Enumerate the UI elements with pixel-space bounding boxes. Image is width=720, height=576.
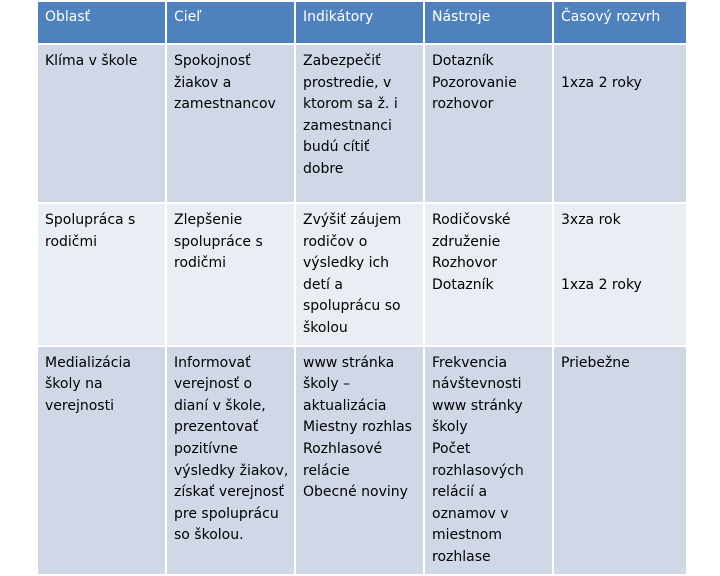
cell-line: žiakov a <box>174 74 232 91</box>
table-row <box>37 346 687 575</box>
cell-line: www stránky <box>432 397 523 414</box>
cell-line: Miestny rozhlas <box>303 419 412 436</box>
cell-line: prostredie, v <box>303 74 392 91</box>
cell-line: Medializácia <box>45 354 131 371</box>
header-indicators: Indikátory <box>295 1 424 44</box>
cell-line: výsledky ich <box>303 255 390 272</box>
cell-line: Zabezpečiť <box>303 53 381 69</box>
cell-line: Rozhlasové <box>303 440 383 457</box>
cell-goal <box>166 44 295 203</box>
cell-line: dianí v škole, <box>174 397 266 414</box>
cell-line: získať verejnosť <box>174 484 284 501</box>
cell-line: 3xza rok <box>561 212 621 228</box>
cell-schedule <box>553 346 687 575</box>
cell-line: rodičov o <box>303 233 368 250</box>
cell-line: verejnosť o <box>174 376 253 393</box>
plan-table <box>36 0 688 576</box>
cell-line: ktorom sa ž. i <box>303 96 398 113</box>
cell-goal <box>166 203 295 346</box>
cell-line: pre spoluprácu <box>174 505 279 522</box>
cell-line: Dotazník <box>432 276 494 293</box>
cell-line: Rozhovor <box>432 255 498 272</box>
spacer <box>561 232 680 275</box>
header-tools: Nástroje <box>424 1 553 44</box>
cell-line: Informovať <box>174 354 251 371</box>
cell-line: školou <box>303 319 348 336</box>
cell-line: relácií a <box>432 484 488 501</box>
cell-line: prezentovať <box>174 419 259 436</box>
cell-line: relácie <box>303 462 350 479</box>
cell-line: združenie <box>432 233 501 250</box>
cell-line: Obecné noviny <box>303 484 408 501</box>
cell-line: rozhovor <box>432 96 494 113</box>
cell-line: Spolupráca s <box>45 212 136 228</box>
cell-line: detí a <box>303 276 343 293</box>
cell-line: miestnom <box>432 527 502 544</box>
cell-line: Počet <box>432 440 471 457</box>
cell-line: budú cítiť <box>303 139 370 156</box>
cell-line: Pozorovanie <box>432 74 517 91</box>
cell-line: spoluprácu so <box>303 298 401 315</box>
cell-line: zamestnanci <box>303 117 392 134</box>
cell-line: pozitívne <box>174 440 238 457</box>
cell-line: aktualizácia <box>303 397 387 414</box>
cell-line: rodičmi <box>174 255 227 272</box>
cell-line: výsledky žiakov, <box>174 462 289 479</box>
cell-line: Klíma v škole <box>45 53 138 69</box>
cell-goal <box>166 346 295 575</box>
cell-indicators <box>295 346 424 575</box>
cell-area <box>37 44 166 203</box>
cell-schedule <box>553 203 687 346</box>
cell-line: rozhlase <box>432 548 491 565</box>
cell-line: školy – <box>303 376 351 393</box>
cell-schedule <box>553 44 687 203</box>
header-schedule: Časový rozvrh <box>553 1 687 44</box>
cell-line: rodičmi <box>45 233 98 250</box>
header-area: Oblasť <box>37 1 166 44</box>
cell-indicators <box>295 44 424 203</box>
table-row <box>37 203 687 346</box>
cell-line: Priebežne <box>561 354 630 371</box>
cell-line: návštevnosti <box>432 376 522 393</box>
cell-line: zamestnancov <box>174 96 276 113</box>
cell-tools <box>424 203 553 346</box>
cell-line: dobre <box>303 160 344 177</box>
cell-line: školy <box>432 419 468 436</box>
cell-line: 1xza 2 roky <box>561 276 642 293</box>
cell-line: Zvýšiť záujem <box>303 212 402 228</box>
cell-line: verejnosti <box>45 397 114 414</box>
cell-tools <box>424 44 553 203</box>
cell-line: spolupráce s <box>174 233 263 250</box>
cell-line: 1xza 2 roky <box>561 75 642 91</box>
cell-line: Dotazník <box>432 53 494 69</box>
cell-line: www stránka <box>303 354 395 371</box>
header-row <box>37 1 687 44</box>
header-goal: Cieľ <box>166 1 295 44</box>
cell-line: so školou. <box>174 527 244 544</box>
cell-tools <box>424 346 553 575</box>
cell-line: rozhlasových <box>432 462 524 479</box>
cell-indicators <box>295 203 424 346</box>
cell-area <box>37 203 166 346</box>
cell-line: oznamov v <box>432 505 509 522</box>
cell-line: Zlepšenie <box>174 212 243 228</box>
cell-area <box>37 346 166 575</box>
table-row <box>37 44 687 203</box>
cell-line: Frekvencia <box>432 354 508 371</box>
cell-line: Spokojnosť <box>174 53 251 69</box>
cell-line: Rodičovské <box>432 212 511 228</box>
cell-line: školy na <box>45 376 103 393</box>
